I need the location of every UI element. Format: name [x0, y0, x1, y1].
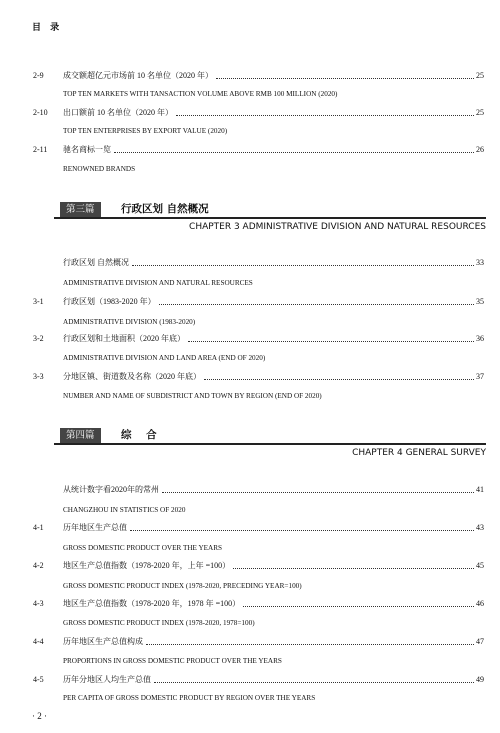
entry-title-zh: 历年地区生产总值构成	[63, 637, 143, 646]
dot-leader	[132, 264, 474, 266]
page-header: 目 录	[32, 23, 63, 33]
entry-number: 3-2	[33, 334, 44, 343]
entry-title-zh: 地区生产总值指数（1978-2020 年，上年 =100）	[63, 561, 231, 570]
entry-title-zh: 驰名商标一览	[63, 145, 111, 154]
entry-title-zh: 行政区划和土地面积（2020 年底）	[63, 334, 185, 343]
entry-page: 49	[476, 675, 484, 684]
entry-title-zh: 地区生产总值指数（1978-2020 年，1978 年 =100）	[63, 599, 241, 608]
dot-leader	[233, 567, 474, 569]
entry-page: 36	[476, 334, 484, 343]
entry-title-en: ADMINISTRATIVE DIVISION AND NATURAL RESOURCES	[63, 279, 253, 287]
chapter-title: 行政区划 自然概况	[121, 203, 209, 215]
entry-title-en: ADMINISTRATIVE DIVISION AND LAND AREA (END OF 2020)	[63, 354, 266, 362]
toc-entry[interactable]	[0, 144, 500, 158]
dot-leader	[204, 378, 474, 380]
entry-title-en: NUMBER AND NAME OF SUBDISTRICT AND TOWN BY REGION (END OF 2020)	[63, 392, 322, 400]
toc-entry[interactable]	[0, 598, 500, 612]
entry-page: 26	[476, 145, 484, 154]
chapter-heading	[54, 428, 486, 445]
entry-title-zh: 分地区镇、街道数及名称（2020 年底）	[63, 372, 201, 381]
entry-title-zh: 行政区划 自然概况	[63, 258, 129, 267]
dot-leader	[188, 340, 474, 342]
toc-entry[interactable]	[0, 371, 500, 385]
entry-number: 2-11	[33, 145, 48, 154]
dot-leader	[176, 114, 474, 116]
dot-leader	[146, 643, 474, 645]
entry-title-en: TOP TEN MARKETS WITH TANSACTION VOLUME ABOVE RMB 100 MILLION (2020)	[63, 90, 338, 98]
entry-number: 2-9	[33, 71, 44, 80]
entry-number: 3-3	[33, 372, 44, 381]
entry-title-en: GROSS DOMESTIC PRODUCT INDEX (1978-2020, 1978=100)	[63, 619, 255, 627]
entry-title-en: GROSS DOMESTIC PRODUCT OVER THE YEARS	[63, 544, 223, 552]
entry-page: 47	[476, 637, 484, 646]
chapter-tag: 第四篇	[60, 428, 101, 443]
entry-title-en: GROSS DOMESTIC PRODUCT INDEX (1978-2020, PRECEDING YEAR=100)	[63, 582, 302, 590]
dot-leader	[243, 605, 474, 607]
entry-page: 25	[476, 108, 484, 117]
entry-page: 46	[476, 599, 484, 608]
toc-entry[interactable]	[0, 674, 500, 688]
toc-entry[interactable]	[0, 636, 500, 650]
entry-number: 4-2	[33, 561, 44, 570]
entry-title-zh: 行政区划（1983-2020 年）	[63, 297, 156, 306]
toc-entry[interactable]	[0, 257, 500, 271]
chapter-title: 综 合	[121, 429, 157, 441]
chapter-tag: 第三篇	[60, 202, 101, 217]
entry-title-en: RENOWNED BRANDS	[63, 165, 136, 173]
entry-title-en: CHANGZHOU IN STATISTICS OF 2020	[63, 506, 186, 514]
entry-number: 4-5	[33, 675, 44, 684]
page-number: · 2 ·	[32, 711, 47, 721]
entry-number: 2-10	[33, 108, 48, 117]
entry-number: 4-3	[33, 599, 44, 608]
entry-number: 4-4	[33, 637, 44, 646]
entry-title-zh: 成交额超亿元市场前 10 名单位（2020 年）	[63, 71, 213, 80]
chapter-title-en: CHAPTER 3 ADMINISTRATIVE DIVISION AND NATURAL RESOURCES	[189, 222, 486, 232]
entry-page: 35	[476, 297, 484, 306]
entry-title-zh: 历年地区生产总值	[63, 523, 127, 532]
toc-entry[interactable]	[0, 107, 500, 121]
entry-page: 41	[476, 485, 484, 494]
dot-leader	[130, 529, 474, 531]
entry-title-zh: 从统计数字看2020年的常州	[63, 485, 159, 494]
entry-title-zh: 出口额前 10 名单位（2020 年）	[63, 108, 173, 117]
entry-title-zh: 历年分地区人均生产总值	[63, 675, 151, 684]
entry-page: 25	[476, 71, 484, 80]
toc-entry[interactable]	[0, 70, 500, 84]
toc-entry[interactable]	[0, 522, 500, 536]
toc-entry[interactable]	[0, 296, 500, 310]
dot-leader	[159, 303, 474, 305]
dot-leader	[216, 77, 474, 79]
entry-title-en: PROPORTIONS IN GROSS DOMESTIC PRODUCT OVER THE YEARS	[63, 657, 282, 665]
toc-entry[interactable]	[0, 333, 500, 347]
entry-page: 33	[476, 258, 484, 267]
entry-number: 4-1	[33, 523, 44, 532]
toc-entry[interactable]	[0, 560, 500, 574]
dot-leader	[162, 491, 474, 493]
entry-page: 43	[476, 523, 484, 532]
entry-title-en: PER CAPITA OF GROSS DOMESTIC PRODUCT BY REGION OVER THE YEARS	[63, 694, 316, 702]
toc-entry[interactable]	[0, 484, 500, 498]
entry-page: 45	[476, 561, 484, 570]
entry-page: 37	[476, 372, 484, 381]
chapter-heading	[54, 202, 486, 219]
entry-title-en: ADMINISTRATIVE DIVISION (1983-2020)	[63, 318, 196, 326]
dot-leader	[114, 151, 474, 153]
entry-title-en: TOP TEN ENTERPRISES BY EXPORT VALUE (2020)	[63, 127, 228, 135]
chapter-title-en: CHAPTER 4 GENERAL SURVEY	[352, 448, 486, 458]
entry-number: 3-1	[33, 297, 44, 306]
dot-leader	[154, 681, 474, 683]
